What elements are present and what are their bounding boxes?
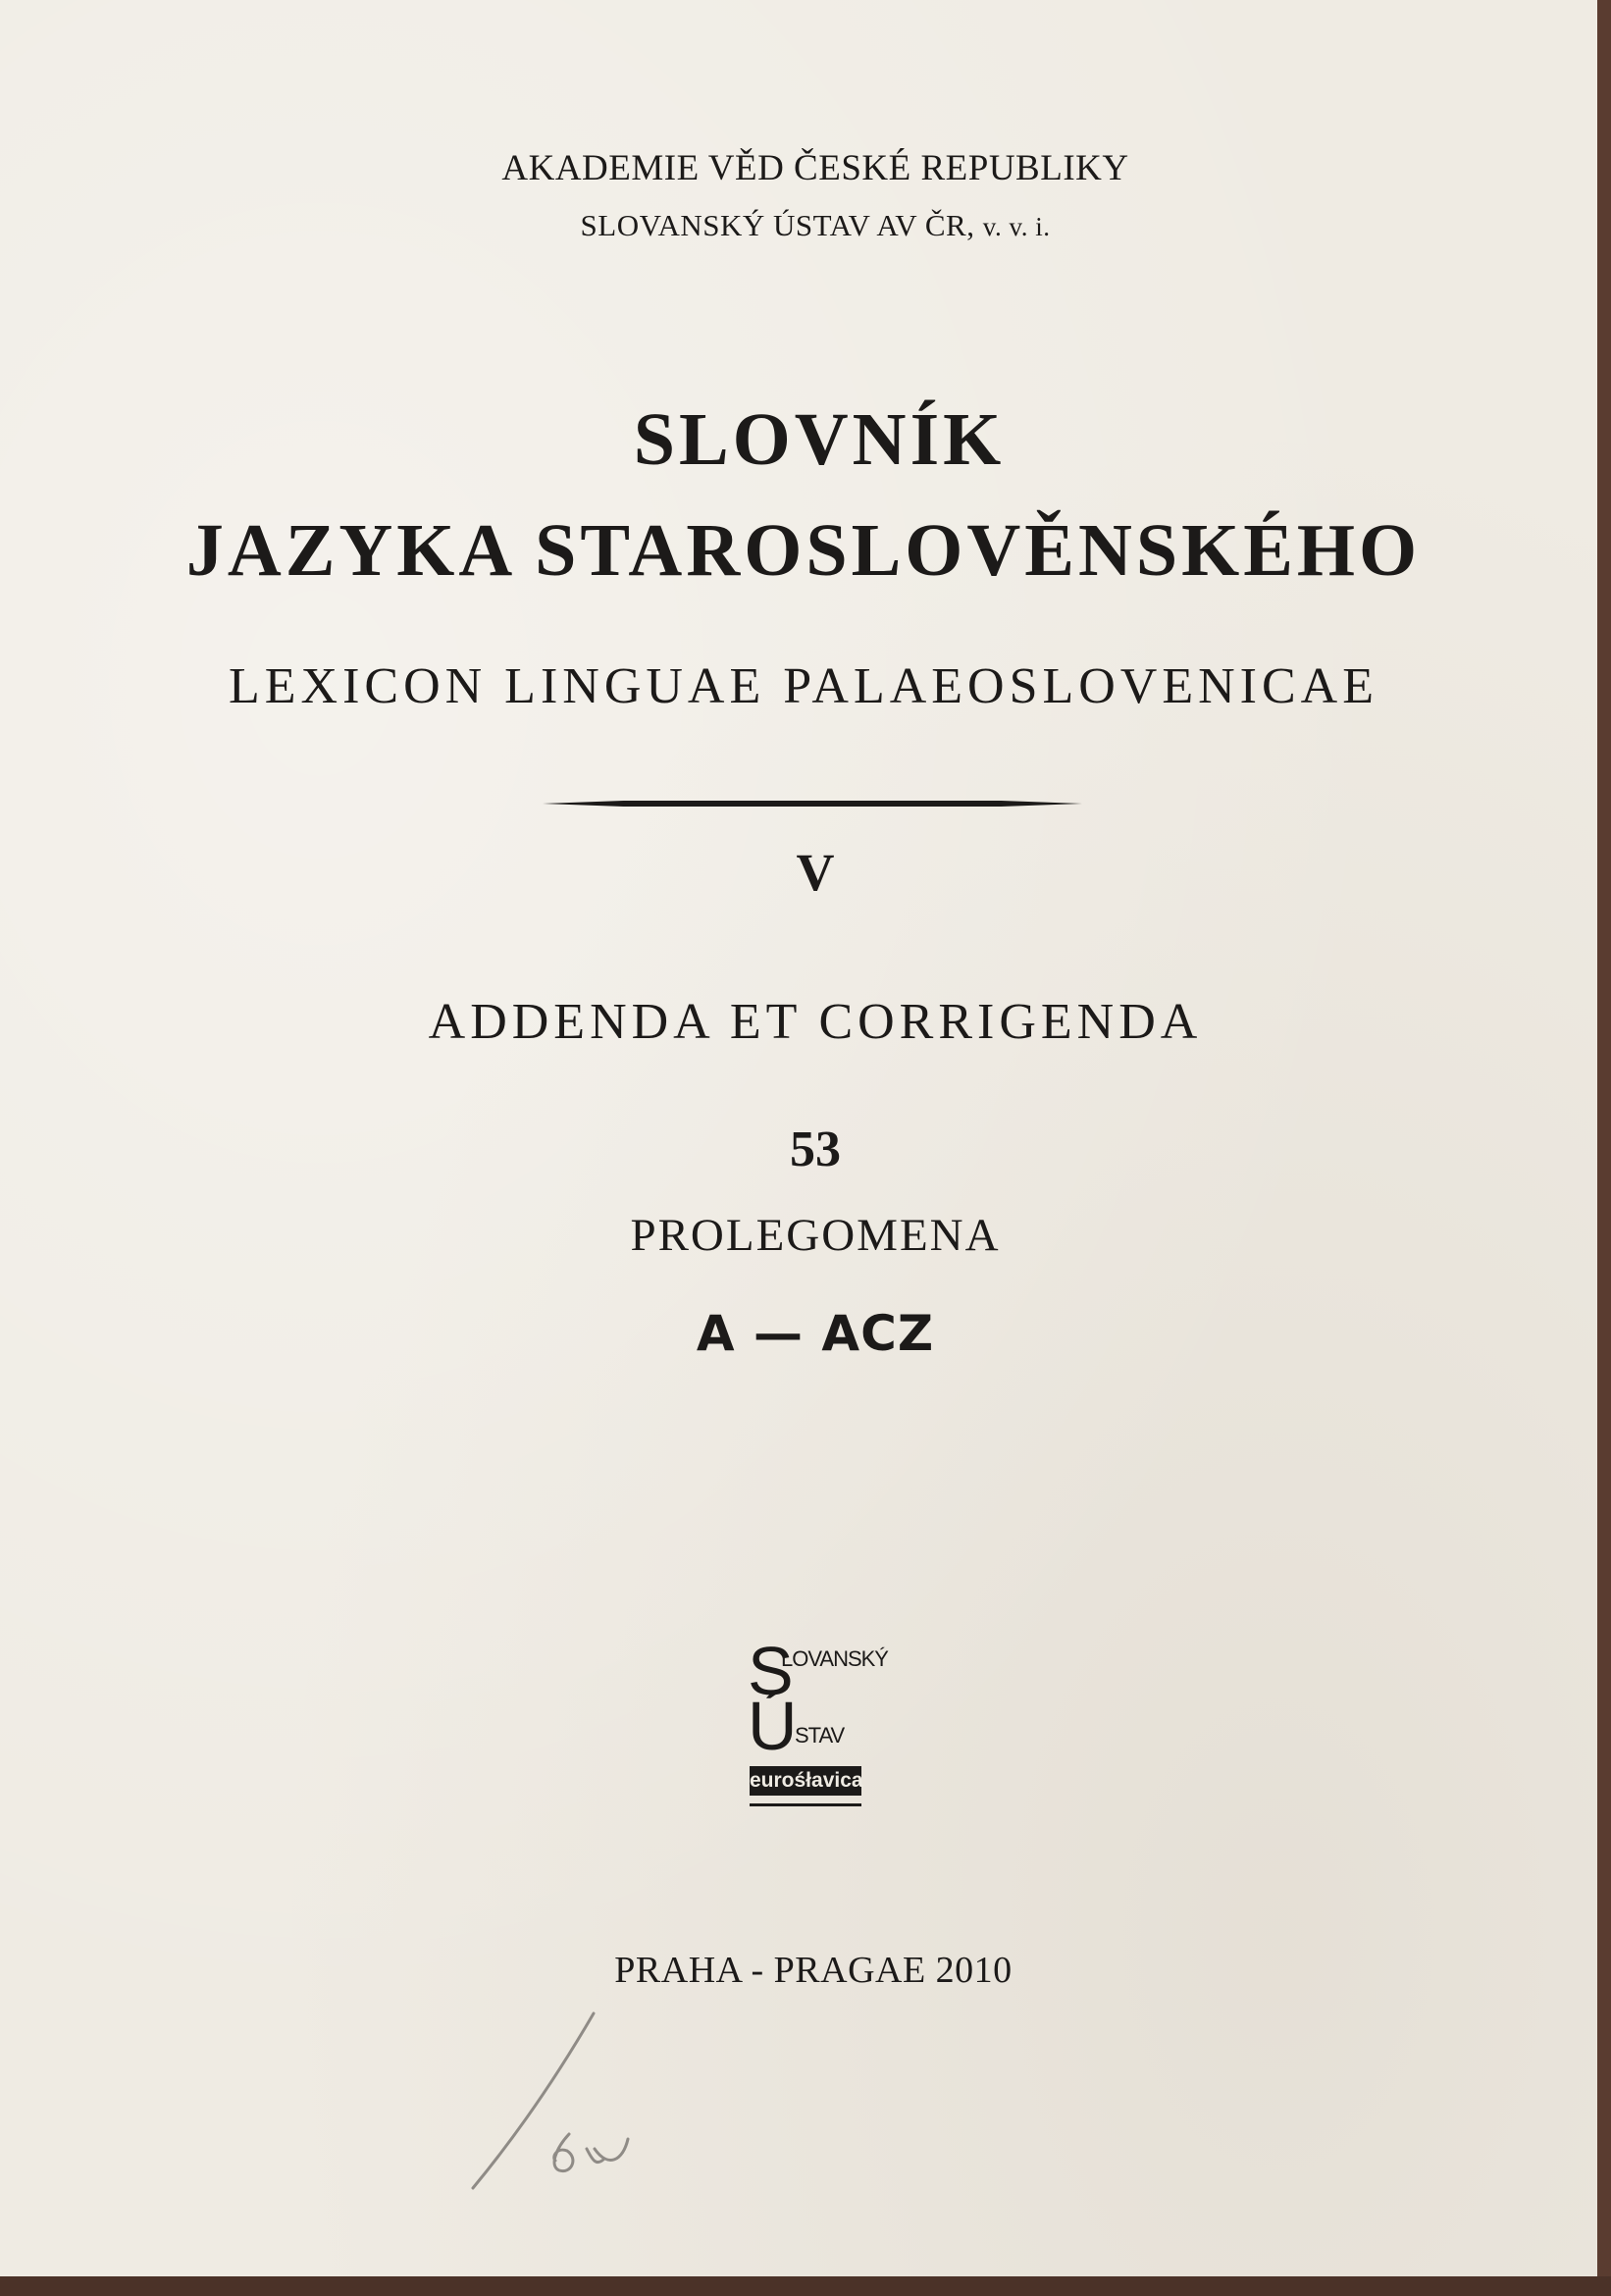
decorative-rule (543, 801, 1082, 807)
logo-initial-u: Ú (748, 1688, 798, 1764)
publisher-logo (748, 1633, 888, 1825)
section-title: ADDENDA ET CORRIGENDA (428, 994, 1203, 1050)
imprint: PRAHA - PRAGAE 2010 (614, 1950, 1013, 1991)
handwritten-pencil-note (422, 2002, 677, 2198)
logo-initial-s: S (748, 1633, 794, 1709)
page-edge-right (1597, 0, 1611, 2296)
volume-number: V (796, 843, 835, 902)
page-edge-bottom (0, 2276, 1611, 2296)
title-line-2: JAZYKA STAROSLOVĚNSKÉHO (185, 509, 1422, 592)
institute-label: SLOVANSKÝ ÚSTAV AV ČR, (580, 208, 975, 242)
entry-range: A — ACZ (696, 1305, 935, 1362)
institution-name: AKADEMIE VĚD ČESKÉ REPUBLIKY (501, 148, 1129, 188)
latin-subtitle: LEXICON LINGUAE PALAEOSLOVENICAE (229, 658, 1378, 714)
institute-suffix: v. v. i. (982, 212, 1051, 241)
logo-brand-bar: eurośłavica (750, 1766, 861, 1796)
logo-text-lovansky: LOVANSKÝ (781, 1646, 888, 1671)
part-title: PROLEGOMENA (630, 1210, 1001, 1261)
logo-text-stav: STAV (795, 1723, 845, 1748)
issue-number: 53 (790, 1122, 841, 1177)
institute-name (10, 208, 1611, 243)
title-line-1: SLOVNÍK (633, 398, 1006, 481)
logo-underline (750, 1803, 861, 1806)
